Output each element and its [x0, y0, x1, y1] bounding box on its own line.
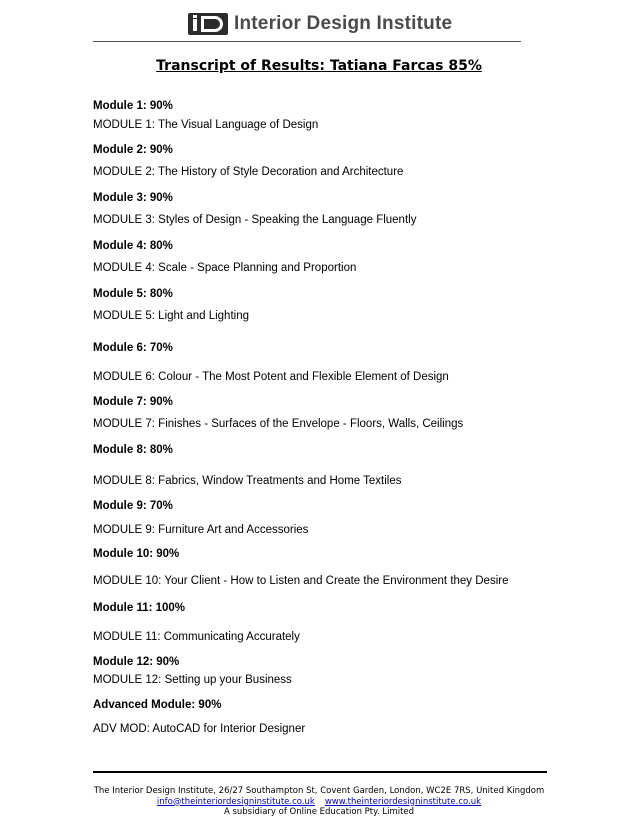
module-heading: Module 8: 80%	[93, 444, 173, 456]
module-heading: Module 3: 90%	[93, 192, 173, 204]
footer-email-link[interactable]: info@theinteriordesigninstitute.co.uk	[156, 796, 315, 807]
module-heading: Module 7: 90%	[93, 396, 173, 408]
module-name: MODULE 1: The Visual Language of Design	[93, 119, 319, 131]
page-footer	[0, 786, 638, 818]
header-divider	[93, 41, 521, 42]
module-heading: Module 11: 100%	[93, 602, 186, 614]
module-name: MODULE 10: Your Client - How to Listen and Create the Environment they Desire	[93, 575, 509, 587]
page-title: Transcript of Results: Tatiana Farcas 85%	[156, 58, 482, 74]
module-name: MODULE 3: Styles of Design - Speaking the Language Fluently	[93, 214, 417, 226]
module-name: MODULE 5: Light and Lighting	[93, 310, 249, 322]
module-name: MODULE 8: Fabrics, Window Treatments and Home Textiles	[93, 475, 402, 487]
module-heading: Module 6: 70%	[93, 342, 173, 354]
footer-website-link[interactable]: www.theinteriordesigninstitute.co.uk	[324, 796, 482, 807]
module-name: ADV MOD: AutoCAD for Interior Designer	[93, 723, 306, 735]
module-heading: Module 9: 70%	[93, 500, 173, 512]
institute-logo	[188, 12, 452, 36]
footer-divider	[93, 771, 547, 773]
page-header	[0, 10, 638, 38]
module-name: MODULE 11: Communicating Accurately	[93, 631, 300, 643]
module-name: MODULE 12: Setting up your Business	[93, 674, 292, 686]
module-heading: Module 1: 90%	[93, 100, 173, 112]
logo-mark-icon	[188, 13, 228, 35]
module-name: MODULE 7: Finishes - Surfaces of the Envelope - Floors, Walls, Ceilings	[93, 418, 464, 430]
module-name: MODULE 6: Colour - The Most Potent and Flexible Element of Design	[93, 371, 449, 383]
module-heading: Module 4: 80%	[93, 240, 173, 252]
module-name: MODULE 4: Scale - Space Planning and Proportion	[93, 262, 357, 274]
footer-subsidiary: A subsidiary of Online Education Pty. Limited	[223, 807, 415, 817]
logo-text: Interior Design Institute	[234, 13, 453, 34]
footer-address: The Interior Design Institute, 26/27 Southampton St, Covent Garden, London, WC2E 7RS, United Kingdom	[93, 786, 545, 796]
module-heading: Advanced Module: 90%	[93, 699, 222, 711]
module-heading: Module 2: 90%	[93, 144, 173, 156]
module-heading: Module 12: 90%	[93, 656, 180, 668]
module-heading: Module 10: 90%	[93, 548, 180, 560]
module-name: MODULE 2: The History of Style Decoration and Architecture	[93, 166, 404, 178]
module-heading: Module 5: 80%	[93, 288, 173, 300]
footer-contact	[0, 797, 638, 808]
module-name: MODULE 9: Furniture Art and Accessories	[93, 524, 309, 536]
